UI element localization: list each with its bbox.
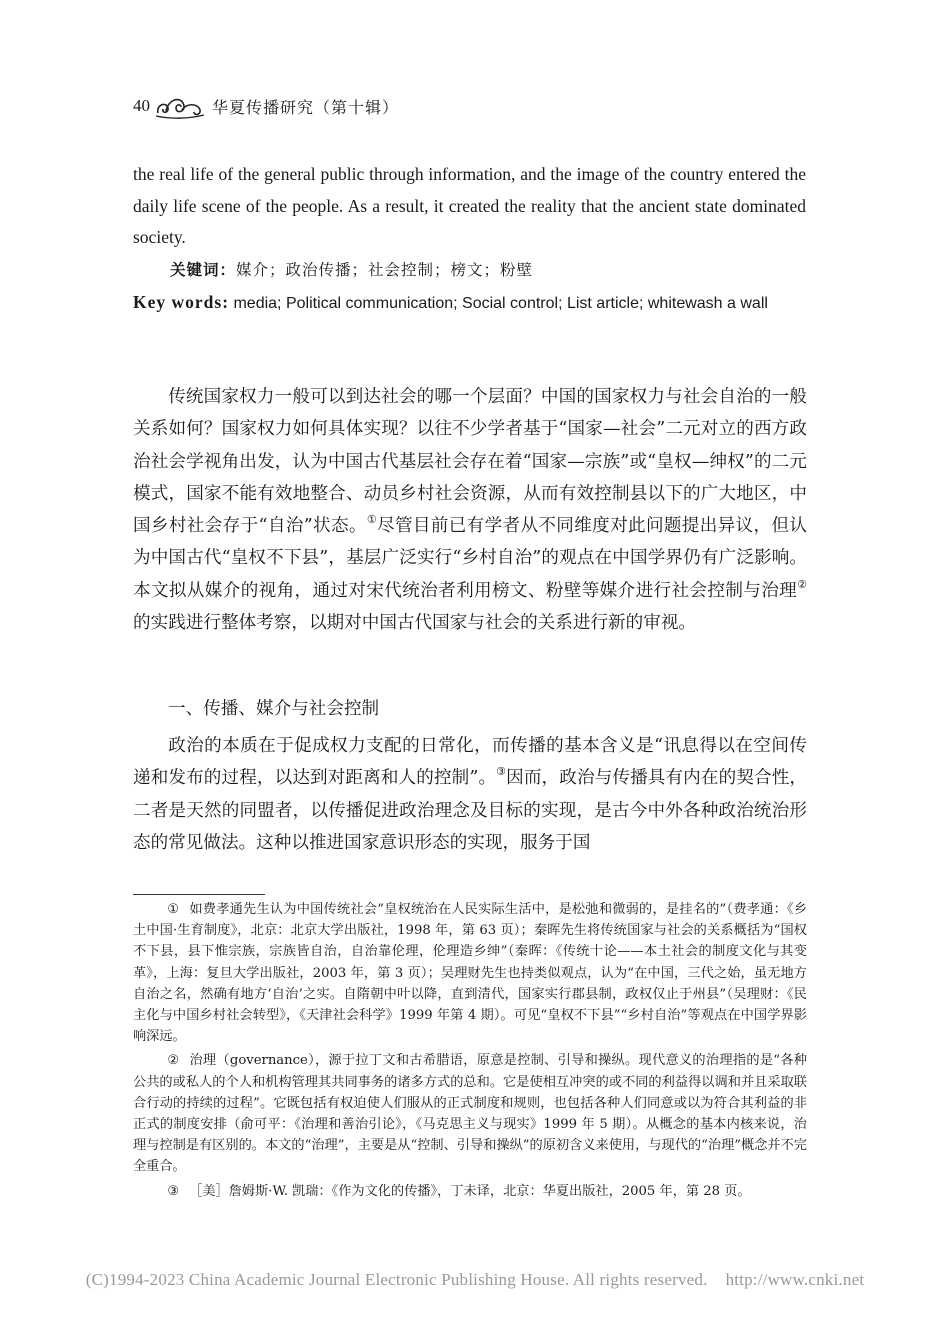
keywords-english-text: media; Political communication; Social control; List article; whitewash a wall [229,295,768,312]
journal-title: 华夏传播研究（第十辑） [212,97,400,117]
running-header [133,88,399,124]
footnote-divider [133,894,265,895]
footnote-ref-1[interactable]: ① [366,513,378,527]
intro-text-2: 尽管目前已有学者从不同维度对此问题提出异议，但认为中国古代“皇权不下县”，基层广泛实行“乡村自治”的观点在中国学界仍有广泛影响。本文拟从媒介的视角，通过对宋代统治者利用榜文、粉壁等媒介进行社会控制与治理 [133,516,807,601]
footnote-text: ［美］詹姆斯·W. 凯瑞：《作为文化的传播》，丁未译，北京：华夏出版社，2005 年，第 28 页。 [189,1183,751,1199]
footnote-ref-3[interactable]: ③ [496,765,507,779]
section-paragraph [133,730,807,859]
intro-text-3: 的实践进行整体考察，以期对中国古代国家与社会的关系进行新的审视。 [133,613,697,634]
keywords-chinese [170,256,533,284]
copyright-notice: (C)1994-2023 China Academic Journal Electronic Publishing House. All rights reserved. [85,1270,708,1289]
footnotes [133,899,807,1205]
footnote-mark: ① [167,902,180,917]
intro-text-1: 传统国家权力一般可以到达社会的哪一个层面？中国的国家权力与社会自治的一般关系如何？国家权力如何具体实现？以往不少学者基于“国家—社会”二元对立的西方政治社会学视角出发，认为中国古代基层社会存在着“国家—宗族”或“皇权—绅权”的二元模式，国家不能有效地整合、动员乡村社会资源，从而有效控制县以下的广大地区，中国乡村社会存于“自治”状态。 [133,387,807,537]
cnki-link[interactable]: http://www.cnki.net [725,1270,865,1289]
section-text-2: 因而，政治与传播具有内在的契合性，二者是天然的同盟者，以传播促进政治理念及目标的实现，是古今中外各种政治统治形态的常见做法。这种以推进国家意识形态的实现，服务于国 [133,768,807,853]
page-number: 40 [133,96,150,115]
footnote-mark: ③ [167,1183,180,1199]
keywords-chinese-text: 媒介；政治传播；社会控制；榜文；粉壁 [236,261,534,279]
keywords-chinese-label: 关键词： [170,260,237,279]
section-text-1: 政治的本质在于促成权力支配的日常化，而传播的基本含义是“讯息得以在空间传递和发布的过程，以达到对距离和人的控制”。 [133,736,807,789]
english-abstract-tail: the real life of the general public through information, and the image of the country entered the daily life scene of the people. As a result, it created the reality that the ancient state dominated society. [133,164,806,247]
footnote-text: 治理（governance），源于拉丁文和古希腊语，原意是控制、引导和操纵。现代意义的治理指的是“各种公共的或私人的个人和机构管理其共同事务的诸多方式的总和。它是使相互冲突的或不同的利益得以调和并且采取联合行动的持续的过程”。它既包括有权迫使人们服从的正式制度和规则，也包括各种人们同意或以为符合其利益的非正式的制度安排（俞可平：《治理和善治引论》，《马克思主义与现实》1999 年 5 期）。从概念的基本内核来说，治理与控制是有区别的。本文的“治理”，主要是从“控制、引导和操纵”的原初含义来使用，与现代的“治理”概念并不完全重合。 [133,1053,807,1175]
footnote-mark: ② [167,1053,180,1069]
footnote [133,899,807,1047]
cloud-ornament-icon [154,91,206,121]
footnote-ref-2[interactable]: ② [797,577,807,591]
intro-paragraph [133,381,807,639]
keywords-english-label: Key words: [133,292,230,312]
copyright-watermark [0,1270,950,1290]
section-heading: 一、传播、媒介与社会控制 [168,699,380,719]
footnote-text: 如费孝通先生认为中国传统社会“皇权统治在人民实际生活中，是松弛和微弱的，是挂名的”（费孝通：《乡土中国·生育制度》，北京：北京大学出版社，1998 年，第 63 页）；秦晖先生将传统国家与社会的关系概括为“国权不下县，县下惟宗族，宗族皆自治，自治靠伦理，伦理造乡绅”（秦晖：《传统十论——本土社会的制度文化与其变革》，上海：复旦大学出版社，2003 年，第 3 页）；吴理财先生也持类似观点，认为“在中国，三代之始，虽无地方自治之名，然确有地方‘自治’之实。自隋朝中叶以降，直到清代，国家实行郡县制，政权仅止于州县”（吴理财：《民主化与中国乡村社会转型》，《天津社会科学》1999 年第 4 期）。可见“皇权不下县”“乡村自治”等观点在中国学界影响深远。 [133,902,808,1045]
keywords-english [133,287,806,320]
footnote [133,1181,807,1202]
footnote [133,1050,807,1177]
